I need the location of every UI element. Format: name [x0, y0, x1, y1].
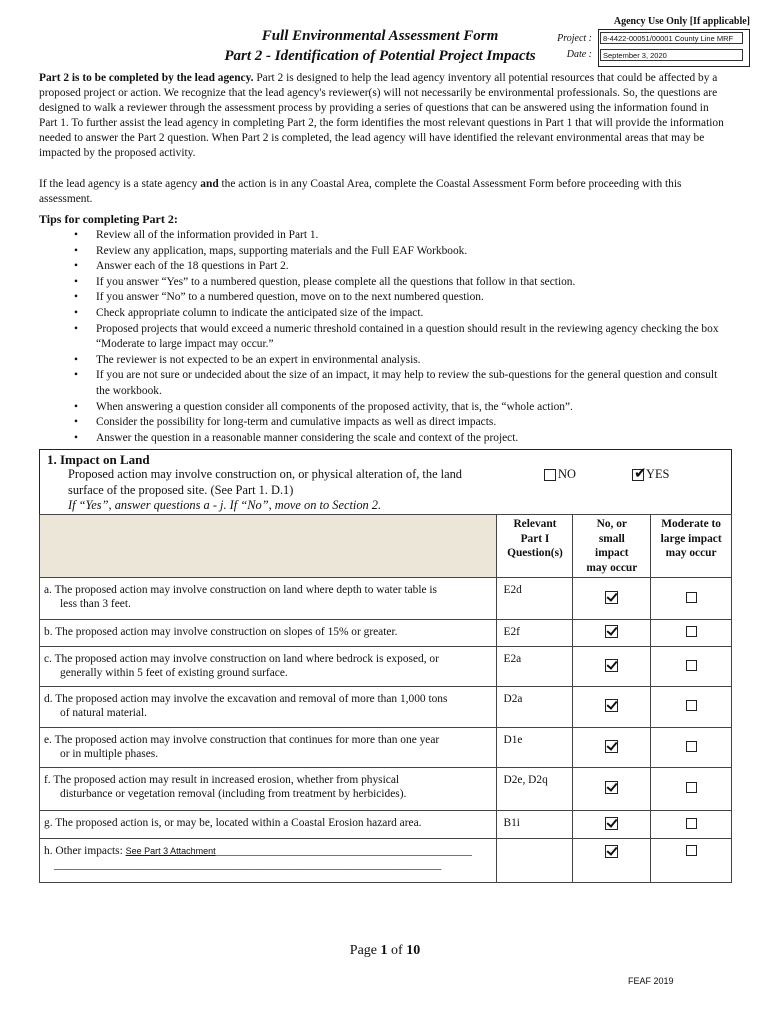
table-row: [40, 811, 732, 839]
form-title-line2: Part 2 - Identification of Potential Project Impacts: [224, 48, 536, 64]
col-header-relevant: Relevant Part I Question(s): [497, 515, 573, 578]
table-row-other: [40, 839, 732, 883]
empty-checkbox-icon[interactable]: [686, 741, 697, 752]
question-cell: g. The proposed action is, or may be, located within a Coastal Erosion hazard area.: [40, 811, 497, 839]
other-impacts-label: h. Other impacts:: [44, 845, 126, 858]
small-impact-cell[interactable]: [573, 647, 651, 687]
tip-item: • Proposed projects that would exceed a numeric threshold contained in a question should result in the reviewing agency checking the box “Moderate to large impact may occur.”: [60, 322, 730, 353]
question-cell: e. The proposed action may involve construction that continues for more than one year or in multiple phases.: [40, 728, 497, 768]
empty-checkbox-icon[interactable]: [686, 818, 697, 829]
section1-note: If “Yes”, answer questions a - j. If “No”, move on to Section 2.: [68, 498, 382, 512]
question-cell: c. The proposed action may involve construction on land where bedrock is exposed, or generally within 5 feet of existing ground surface.: [40, 647, 497, 687]
section1-heading: 1. Impact on Land: [47, 452, 150, 467]
ref-cell: E2a: [497, 647, 573, 687]
table-row: [40, 620, 732, 647]
empty-checkbox-icon[interactable]: [686, 592, 697, 603]
coastal-text-b: the action is in any Coastal Area, complete the Coastal Assessment Form before proceeding with this assessment.: [39, 178, 682, 205]
ref-cell: D2e, D2q: [497, 768, 573, 811]
large-impact-cell[interactable]: [651, 687, 732, 728]
checked-checkbox-icon[interactable]: [605, 699, 618, 712]
coastal-paragraph: [39, 177, 729, 207]
checked-checkbox-icon[interactable]: [605, 781, 618, 794]
small-impact-cell[interactable]: [573, 620, 651, 647]
table-row: [40, 578, 732, 620]
small-impact-cell[interactable]: [573, 768, 651, 811]
tip-item: • If you answer “Yes” to a numbered question, please complete all the questions that follow in that section.: [60, 275, 730, 291]
tip-item: • If you answer “No” to a numbered question, move on to the next numbered question.: [60, 290, 730, 306]
project-field[interactable]: 8-4422-00051/00001 County Line MRF: [600, 32, 743, 44]
question-cell: b. The proposed action may involve construction on slopes of 15% or greater.: [40, 620, 497, 647]
tip-item: • Check appropriate column to indicate the anticipated size of the impact.: [60, 306, 730, 322]
intro-lead: Part 2 is to be completed by the lead agency.: [39, 72, 254, 84]
question-cell: d. The proposed action may involve the excavation and removal of more than 1,000 tons of natural material.: [40, 687, 497, 728]
empty-checkbox-icon[interactable]: [686, 660, 697, 671]
table-row: [40, 687, 732, 728]
large-impact-cell[interactable]: [651, 647, 732, 687]
page-number: Page 1 of 10: [349, 943, 421, 958]
ref-cell: [497, 839, 573, 883]
section1-no-option[interactable]: [544, 467, 576, 482]
yes-label: YES: [646, 467, 670, 481]
date-label: Date :: [566, 49, 592, 60]
coastal-text-a: If the lead agency is a state agency: [39, 178, 201, 190]
question-cell: a. The proposed action may involve construction on land where depth to water table is less than 3 feet.: [40, 578, 497, 620]
large-impact-cell[interactable]: [651, 839, 732, 883]
large-impact-cell[interactable]: [651, 578, 732, 620]
agency-use-label: Agency Use Only [If applicable]: [613, 16, 750, 27]
question-cell: f. The proposed action may result in increased erosion, whether from physical disturbance or vegetation removal (including from treatment by herbicides).: [40, 768, 497, 811]
tip-item: • Answer each of the 18 questions in Part 2.: [60, 259, 730, 275]
small-impact-cell[interactable]: [573, 728, 651, 768]
check-mark-icon: ✔: [634, 463, 647, 482]
empty-checkbox-icon[interactable]: [686, 845, 697, 856]
other-impacts-cell: [40, 839, 497, 883]
project-label: Project :: [557, 33, 592, 44]
small-impact-cell[interactable]: [573, 811, 651, 839]
form-id: FEAF 2019: [628, 976, 674, 986]
col-header-small: No, or small impact may occur: [573, 515, 651, 578]
large-impact-cell[interactable]: [651, 620, 732, 647]
empty-checkbox-icon[interactable]: [686, 782, 697, 793]
checked-checkbox-icon[interactable]: [605, 845, 618, 858]
tips-heading: Tips for completing Part 2:: [39, 212, 178, 226]
small-impact-cell[interactable]: [573, 687, 651, 728]
yes-checkbox[interactable]: [632, 463, 647, 482]
small-impact-cell[interactable]: [573, 839, 651, 883]
impact-table: [39, 514, 732, 883]
empty-checkbox-icon[interactable]: [686, 700, 697, 711]
large-impact-cell[interactable]: [651, 728, 732, 768]
checked-checkbox-icon[interactable]: [605, 817, 618, 830]
section1-yes-option[interactable]: [632, 463, 670, 482]
other-impacts-line: _____________________________________________: [215, 845, 472, 858]
tip-item: • If you are not sure or undecided about the size of an impact, it may help to review the sub-questions for the general question and consult the workbook.: [60, 368, 730, 399]
checked-checkbox-icon[interactable]: [605, 625, 618, 638]
ref-cell: D1e: [497, 728, 573, 768]
ref-cell: E2f: [497, 620, 573, 647]
form-title-line1: Full Environmental Assessment Form: [261, 28, 499, 44]
col-header-large: Moderate to large impact may occur: [651, 515, 732, 578]
small-impact-cell[interactable]: [573, 578, 651, 620]
tip-item: • Review all of the information provided in Part 1.: [60, 228, 730, 244]
tip-item: • The reviewer is not expected to be an expert in environmental analysis.: [60, 353, 730, 369]
coastal-bold: and: [200, 178, 219, 190]
checked-checkbox-icon[interactable]: [605, 659, 618, 672]
table-row: [40, 728, 732, 768]
form-title: [210, 26, 550, 66]
tip-item: • Review any application, maps, supporting materials and the Full EAF Workbook.: [60, 244, 730, 260]
tip-item: • When answering a question consider all components of the proposed activity, that is, the “whole action”.: [60, 400, 730, 416]
checked-checkbox-icon[interactable]: [605, 740, 618, 753]
intro-text: Part 2 is designed to help the lead agency inventory all potential resources that could be affected by a proposed project or action. We recognize that the lead agency's reviewer(s) will not necessarily be environmental professionals. So, the questions are designed to walk a reviewer through the assessment process by providing a series of questions that can be answered using the information found in Part 1. To further assist the lead agency in completing Part 2, the form identifies the most relevant questions in Part 1 that will provide the information needed to answer the Part 2 question. When Part 2 is completed, the lead agency will have identified the relevant environmental areas that may be impacted by the proposed activity.: [39, 72, 724, 159]
ref-cell: E2d: [497, 578, 573, 620]
no-label: NO: [558, 467, 576, 481]
intro-paragraph: [39, 71, 729, 161]
checked-checkbox-icon[interactable]: [605, 591, 618, 604]
ref-cell: B1i: [497, 811, 573, 839]
tip-item: • Answer the question in a reasonable manner considering the scale and context of the project.: [60, 431, 730, 447]
other-impacts-line2: ____________________________________________________________________: [54, 859, 442, 872]
other-impacts-value[interactable]: See Part 3 Attachment: [125, 846, 216, 857]
table-row: [40, 647, 732, 687]
tip-item: • Consider the possibility for long-term and cumulative impacts as well as direct impacts.: [60, 415, 730, 431]
ref-cell: D2a: [497, 687, 573, 728]
header-blank-cell: [40, 515, 497, 578]
large-impact-cell[interactable]: [651, 811, 732, 839]
date-field[interactable]: September 3, 2020: [600, 49, 743, 61]
tips-list: [60, 228, 730, 446]
no-checkbox[interactable]: [544, 469, 556, 481]
large-impact-cell[interactable]: [651, 768, 732, 811]
empty-checkbox-icon[interactable]: [686, 626, 697, 637]
table-row: [40, 768, 732, 811]
section1-text: Proposed action may involve construction on, or physical alteration of, the land surface of the proposed site. (See Part 1. D.1): [68, 467, 462, 497]
